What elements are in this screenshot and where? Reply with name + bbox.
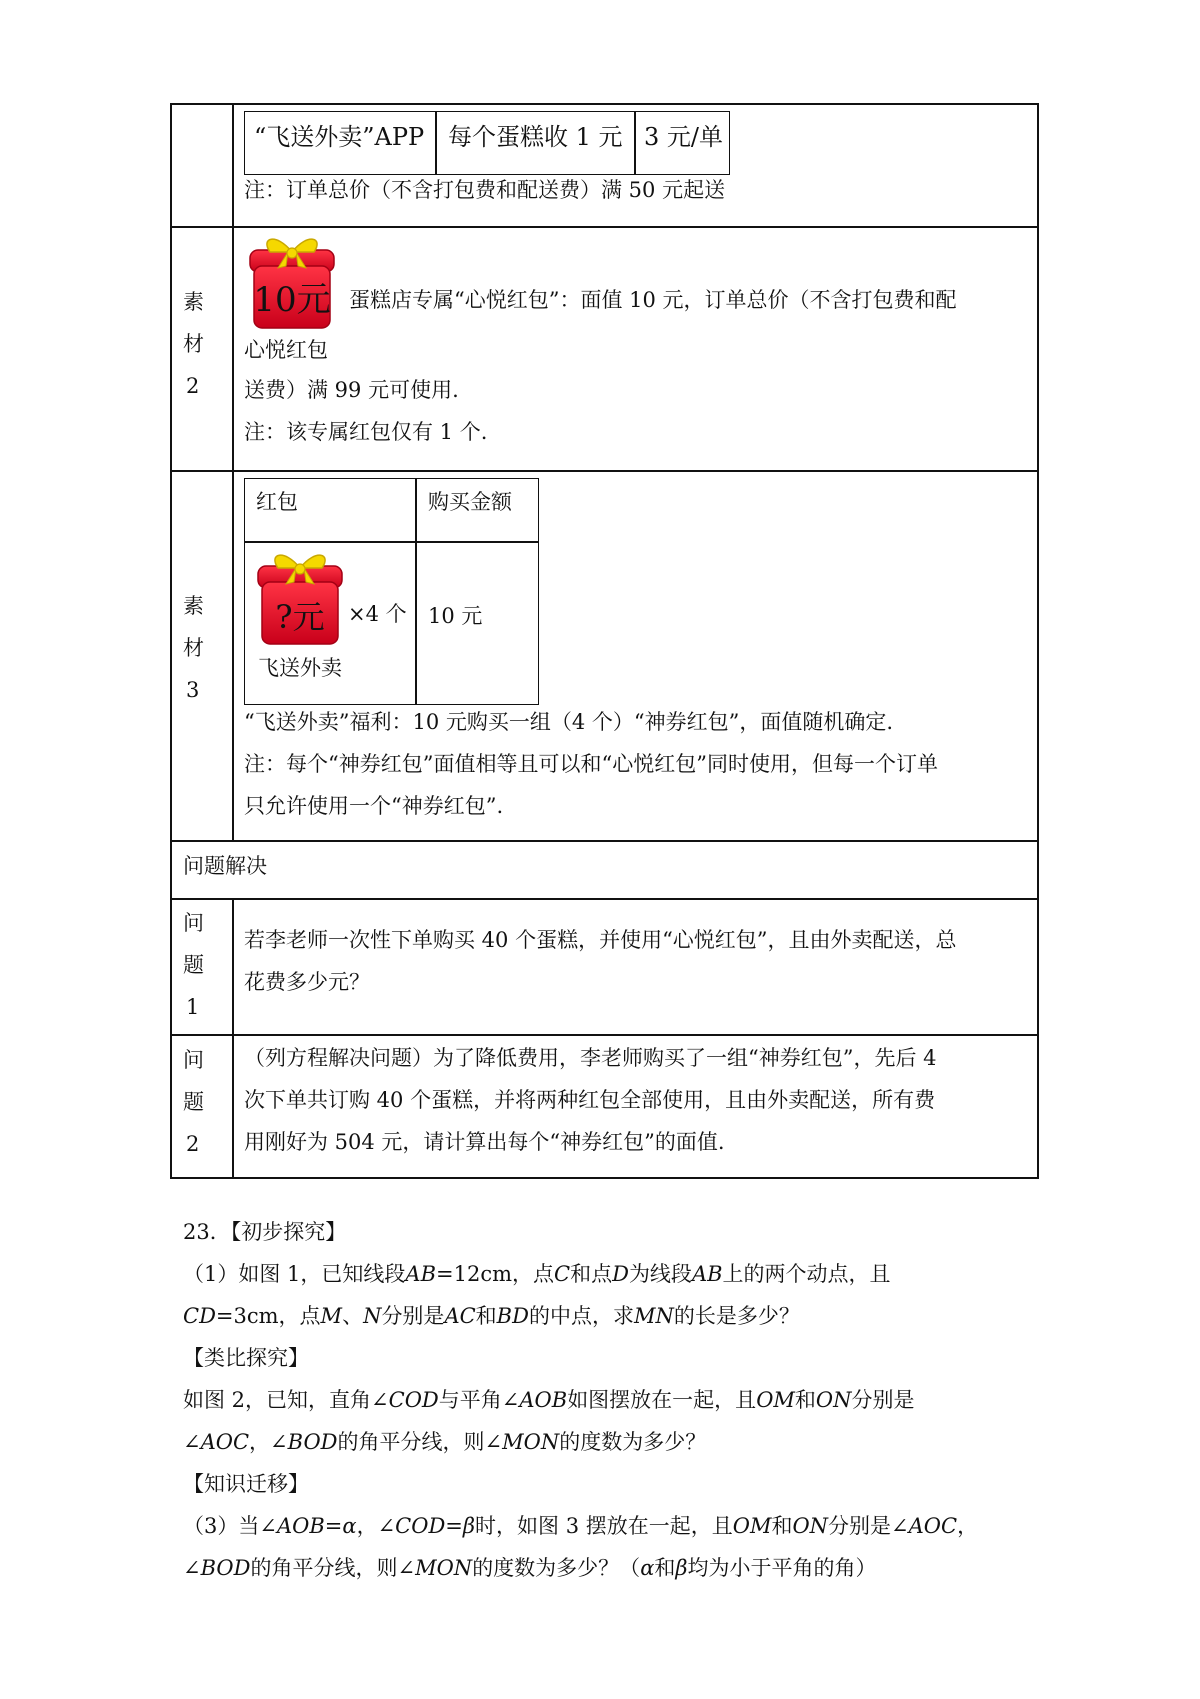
q23-text: 的角平分线，则 — [337, 1430, 485, 1454]
math-angle-aoc: ∠AOC — [183, 1430, 250, 1454]
math-angle-aob-alpha: ∠AOB=α — [259, 1514, 357, 1538]
material2-desc-line1: 蛋糕店专属“心悦红包”：面值 10 元，订单总价（不含打包费和配 — [349, 288, 957, 312]
q1-label-char-1: 问 — [183, 911, 204, 935]
material2-note: 注：该专属红包仅有 1 个. — [244, 420, 488, 444]
q1-text-line2: 花费多少元？ — [244, 970, 370, 994]
material3-note-line2: 只允许使用一个“神券红包”. — [244, 794, 504, 818]
q23-title: 23．【初步探究】 — [183, 1220, 347, 1244]
row-divider-2 — [170, 470, 1039, 472]
q23-text: （1）如图 1，已知线段 — [183, 1262, 406, 1286]
q23-text: 和 — [654, 1556, 676, 1580]
q2-text-line2: 次下单共订购 40 个蛋糕，并将两种红包全部使用，且由外卖配送，所有费 — [244, 1088, 936, 1112]
math-alpha: α — [640, 1556, 655, 1580]
material1-note: 注：订单总价（不含打包费和配送费）满 50 元起送 — [244, 178, 726, 202]
app-name: “飞送外卖”APP — [254, 123, 425, 151]
q23-part2-line2 — [183, 1430, 706, 1455]
math-beta: β — [675, 1556, 688, 1580]
math-segment-ac: AC — [444, 1304, 476, 1328]
q23-text: ， — [249, 1430, 271, 1454]
q23-part3-line1 — [183, 1514, 978, 1539]
q23-text: =12cm，点 — [436, 1262, 555, 1286]
q23-text: 分别是 — [851, 1388, 915, 1412]
q23-text: 上的两个动点，且 — [722, 1262, 891, 1286]
table-top-border — [170, 103, 1039, 105]
packing-fee: 每个蛋糕收 1 元 — [448, 123, 623, 151]
gift-caption-xinyue: 心悦红包 — [244, 338, 328, 362]
gift-caption-feisong: 飞送外卖 — [258, 656, 342, 680]
math-segment-ab: AB — [405, 1262, 437, 1286]
q23-text: 时，如图 3 摆放在一起，且 — [475, 1514, 733, 1538]
table-label-divider-top — [232, 103, 234, 840]
material3-note-line1: 注：每个“神券红包”面值相等且可以和“心悦红包”同时使用，但每一个订单 — [244, 752, 938, 776]
q23-text: 和 — [475, 1304, 497, 1328]
redpack-table-col-divider — [415, 478, 417, 705]
q23-text: 分别是 — [828, 1514, 892, 1538]
row-divider-4 — [170, 898, 1039, 900]
q23-part3-line2 — [183, 1556, 877, 1581]
material3-label-char-2: 材 — [183, 636, 204, 660]
gift-count: ×4 个 — [348, 602, 407, 626]
math-segment-mn: MN — [633, 1304, 674, 1328]
q23-text: 、 — [342, 1304, 364, 1328]
math-ray-om: OM — [732, 1514, 772, 1538]
q23-text: 的中点，求 — [528, 1304, 634, 1328]
row-divider-3 — [170, 840, 1039, 842]
math-segment-bd: BD — [496, 1304, 529, 1328]
q23-part1-line2 — [183, 1304, 800, 1329]
amount-table-header: 购买金额 — [428, 490, 512, 514]
material3-label-char-3: 3 — [186, 678, 200, 702]
math-angle-bod: ∠BOD — [270, 1430, 338, 1454]
delivery-fee: 3 元/单 — [644, 123, 723, 151]
q1-label-char-3: 1 — [186, 995, 200, 1019]
q23-text: （3）当 — [183, 1514, 260, 1538]
table-label-divider-bottom — [232, 898, 234, 1179]
math-angle-mon: ∠MON — [397, 1556, 473, 1580]
q23-part1-line1 — [183, 1262, 891, 1287]
math-angle-cod: ∠COD — [371, 1388, 439, 1412]
q23-text: 的度数为多少？（ — [472, 1556, 641, 1580]
math-ray-on: ON — [815, 1388, 852, 1412]
math-angle-bod: ∠BOD — [183, 1556, 251, 1580]
math-angle-mon: ∠MON — [484, 1430, 560, 1454]
q1-label-char-2: 题 — [183, 953, 204, 977]
purchase-amount: 10 元 — [428, 604, 483, 628]
material2-label-char-2: 材 — [183, 332, 204, 356]
q2-text-line3: 用刚好为 504 元，请计算出每个“神券红包”的面值. — [244, 1130, 725, 1154]
math-point-m: M — [320, 1304, 343, 1328]
row-divider-1 — [170, 226, 1039, 228]
math-point-n: N — [363, 1304, 382, 1328]
math-angle-cod-beta: ∠COD=β — [377, 1514, 476, 1538]
red-envelope-gift-icon — [246, 232, 338, 332]
q23-text: 的度数为多少？ — [559, 1430, 707, 1454]
q23-heading-transfer: 【知识迁移】 — [183, 1472, 309, 1496]
redpack-table-row-divider — [244, 541, 539, 543]
math-point-d: D — [612, 1262, 629, 1286]
material2-label-char-3: 2 — [186, 374, 200, 398]
q2-text-line1: （列方程解决问题）为了降低费用，李老师购买了一组“神券红包”，先后 4 — [244, 1046, 937, 1070]
q23-text: 的角平分线，则 — [250, 1556, 398, 1580]
material3-benefit: “飞送外卖”福利：10 元购买一组（4 个）“神券红包”，面值随机确定. — [244, 710, 894, 734]
problem-solving-heading: 问题解决 — [183, 854, 267, 878]
q23-text: 如图 2，已知，直角 — [183, 1388, 372, 1412]
material3-label-char-1: 素 — [183, 594, 204, 618]
table-left-border — [170, 103, 172, 1179]
q23-text: 和点 — [570, 1262, 613, 1286]
material2-desc-line2: 送费）满 99 元可使用. — [244, 378, 459, 402]
q23-text: =3cm，点 — [215, 1304, 321, 1328]
math-point-c: C — [554, 1262, 571, 1286]
q2-label-char-2: 题 — [183, 1090, 204, 1114]
gift-value-10: 10元 — [253, 280, 331, 320]
material2-label-char-1: 素 — [183, 290, 204, 314]
q23-text: 与平角 — [438, 1388, 502, 1412]
math-angle-aoc: ∠AOC — [891, 1514, 958, 1538]
q23-text: 和 — [771, 1514, 793, 1538]
row-divider-5 — [170, 1034, 1039, 1036]
q23-text: ， — [957, 1514, 979, 1538]
q2-label-char-1: 问 — [183, 1048, 204, 1072]
gift-value-unknown: ?元 — [275, 598, 325, 636]
q2-label-char-3: 2 — [186, 1132, 200, 1156]
q23-heading-analogy: 【类比探究】 — [183, 1346, 309, 1370]
q23-text: ， — [356, 1514, 378, 1538]
redpack-table-header: 红包 — [256, 490, 298, 514]
fee-table-divider-1 — [435, 111, 437, 175]
math-segment-cd: CD — [183, 1304, 216, 1328]
q23-text: 均为小于平角的角） — [687, 1556, 877, 1580]
q23-part2-line1 — [183, 1388, 915, 1413]
math-segment-ab: AB — [691, 1262, 723, 1286]
q23-text: 和 — [794, 1388, 816, 1412]
q23-text: 为线段 — [628, 1262, 692, 1286]
q1-text-line1: 若李老师一次性下单购买 40 个蛋糕，并使用“心悦红包”，且由外卖配送，总 — [244, 928, 957, 952]
q23-text: 分别是 — [381, 1304, 445, 1328]
math-ray-om: OM — [756, 1388, 795, 1412]
mystery-gift-icon — [254, 548, 346, 648]
table-bottom-border — [170, 1177, 1039, 1179]
q23-text: 如图摆放在一起，且 — [567, 1388, 757, 1412]
math-angle-aob: ∠AOB — [501, 1388, 568, 1412]
table-right-border — [1037, 103, 1039, 1179]
math-ray-on: ON — [792, 1514, 829, 1538]
q23-text: 的长是多少？ — [673, 1304, 800, 1328]
fee-table-divider-2 — [634, 111, 636, 175]
